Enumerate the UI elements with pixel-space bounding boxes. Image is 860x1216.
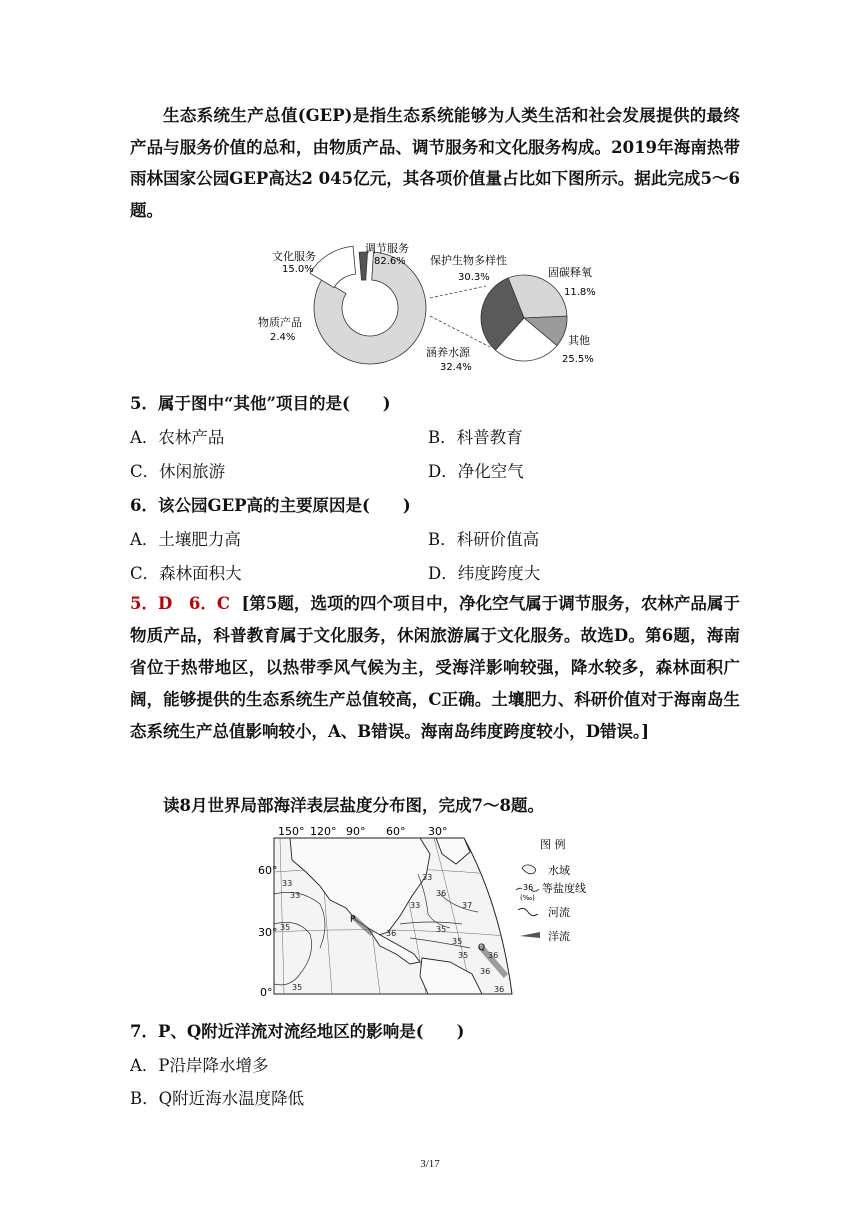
- iso-label: 36: [436, 889, 447, 898]
- label-wuzhi: 物质产品: [258, 316, 302, 329]
- point-q-label: Q: [478, 943, 486, 953]
- point-p-label: P: [350, 915, 356, 925]
- legend-isohaline-label: 等盐度线: [542, 882, 586, 895]
- label-qita-pct: 25.5%: [562, 354, 594, 365]
- lon-label-30: 30°: [428, 825, 448, 838]
- label-hanyang: 涵养水源: [426, 346, 470, 359]
- answer-key: 5．D 6．C: [130, 594, 231, 613]
- iso-label: 35: [458, 951, 469, 960]
- iso-label: 33: [282, 879, 293, 888]
- q5-option-a: A．农林产品: [130, 428, 225, 447]
- q7-stem: 7．P、Q附近洋流对流经地区的影响是( ): [130, 1022, 465, 1041]
- iso-label: 36: [480, 967, 491, 976]
- lat-label-30: 30°: [258, 926, 278, 939]
- iso-label: 33: [422, 873, 433, 882]
- label-hanyang-pct: 32.4%: [440, 362, 472, 373]
- label-wenhua-pct: 15.0%: [282, 264, 314, 275]
- connector-line-top: [430, 286, 486, 298]
- map-legend: [516, 837, 586, 943]
- legend-water-icon: [522, 865, 536, 874]
- q5-option-c: C．休闲旅游: [130, 462, 226, 481]
- intro-paragraph: 生态系统生产总值(GEP)是指生态系统能够为人类生活和社会发展提供的最终产品与服务价值的总和，由物质产品、调节服务和文化服务构成。2019年海南热带雨林国家公园GEP高达2 045亿元，其各项价值量占比如下图所示。据此完成5～6题。: [130, 106, 740, 220]
- lon-label-90: 90°: [346, 825, 366, 838]
- lon-label-150: 150°: [278, 825, 305, 838]
- legend-current-icon: [520, 932, 540, 938]
- iso-label: 36: [488, 951, 499, 960]
- label-tiaojie-pct: 82.6%: [374, 256, 406, 267]
- q7-option-a: A．P沿岸降水增多: [130, 1056, 269, 1075]
- iso-label: 33: [410, 901, 421, 910]
- answer-explanation: [第5题，选项的四个项目中，净化空气属于调节服务，农林产品属于物质产品，科普教育属于文化服务，休闲旅游属于文化服务。故选D。第6题，海南省位于热带地区，以热带季风气候为主，受海洋影响较强，降水较多，森林面积广阔，能够提供的生态系统生产总值较高，C正确。土壤肥力、科研价值对于海南岛生态系统生产总值影响较小，A、B错误。海南岛纬度跨度较小，D错误。]: [130, 594, 740, 741]
- gep-pie-charts: [250, 238, 620, 374]
- donut-slice-1: [310, 246, 356, 287]
- page-number: 3/17: [420, 1158, 440, 1170]
- label-baohu-pct: 30.3%: [458, 272, 490, 283]
- q5-option-b: B．科普教育: [428, 428, 523, 447]
- q5-option-d: D．净化空气: [428, 462, 524, 481]
- label-qita: 其他: [568, 334, 590, 347]
- legend-title: 图 例: [540, 838, 566, 851]
- iso-label: 36: [386, 929, 397, 938]
- label-gutan: 固碳释氧: [548, 266, 592, 279]
- legend-river-label: 河流: [548, 906, 570, 919]
- q6-stem: 6．该公园GEP高的主要原因是( ): [130, 496, 411, 515]
- label-baohu: 保护生物多样性: [430, 254, 507, 267]
- gep-donut-chart: [310, 246, 426, 364]
- legend-river-icon: [518, 908, 538, 915]
- iso-label: 35: [452, 937, 463, 946]
- label-wenhua: 文化服务: [272, 250, 316, 263]
- iso-label: 36: [494, 985, 505, 994]
- label-gutan-pct: 11.8%: [564, 287, 596, 298]
- lat-label-60: 60°: [258, 864, 278, 877]
- lon-label-120: 120°: [310, 825, 337, 838]
- q5-stem: 5．属于图中“其他”项目的是( ): [130, 394, 391, 413]
- label-tiaojie: 调节服务: [365, 242, 409, 255]
- q6-option-b: B．科研价值高: [428, 530, 540, 549]
- label-wuzhi-pct: 2.4%: [270, 332, 296, 343]
- iso-label: 35: [292, 983, 303, 992]
- q6-option-a: A．土壤肥力高: [130, 530, 241, 549]
- salinity-map: [250, 824, 586, 1002]
- intro2-paragraph: 读8月世界局部海洋表层盐度分布图，完成7～8题。: [163, 796, 544, 815]
- legend-iso-unit: (‰): [520, 894, 535, 902]
- iso-label: 37: [462, 901, 473, 910]
- lon-label-60: 60°: [386, 825, 406, 838]
- answer-5-6: [130, 588, 740, 748]
- donut-slice-2: [359, 252, 367, 280]
- q7-option-b: B．Q附近海水温度降低: [130, 1089, 305, 1108]
- regulating-service-pie-chart: [481, 275, 567, 361]
- legend-current-label: 洋流: [548, 930, 570, 943]
- lat-label-0: 0°: [260, 986, 273, 999]
- q6-option-d: D．纬度跨度大: [428, 564, 541, 583]
- iso-label: 33: [290, 891, 301, 900]
- legend-water-label: 水域: [548, 864, 570, 877]
- q6-option-c: C．森林面积大: [130, 564, 242, 583]
- legend-iso-num: 36: [523, 883, 534, 892]
- iso-label: 35: [436, 925, 447, 934]
- legend-isohaline-icon: [516, 888, 522, 890]
- iso-label: 35: [280, 923, 291, 932]
